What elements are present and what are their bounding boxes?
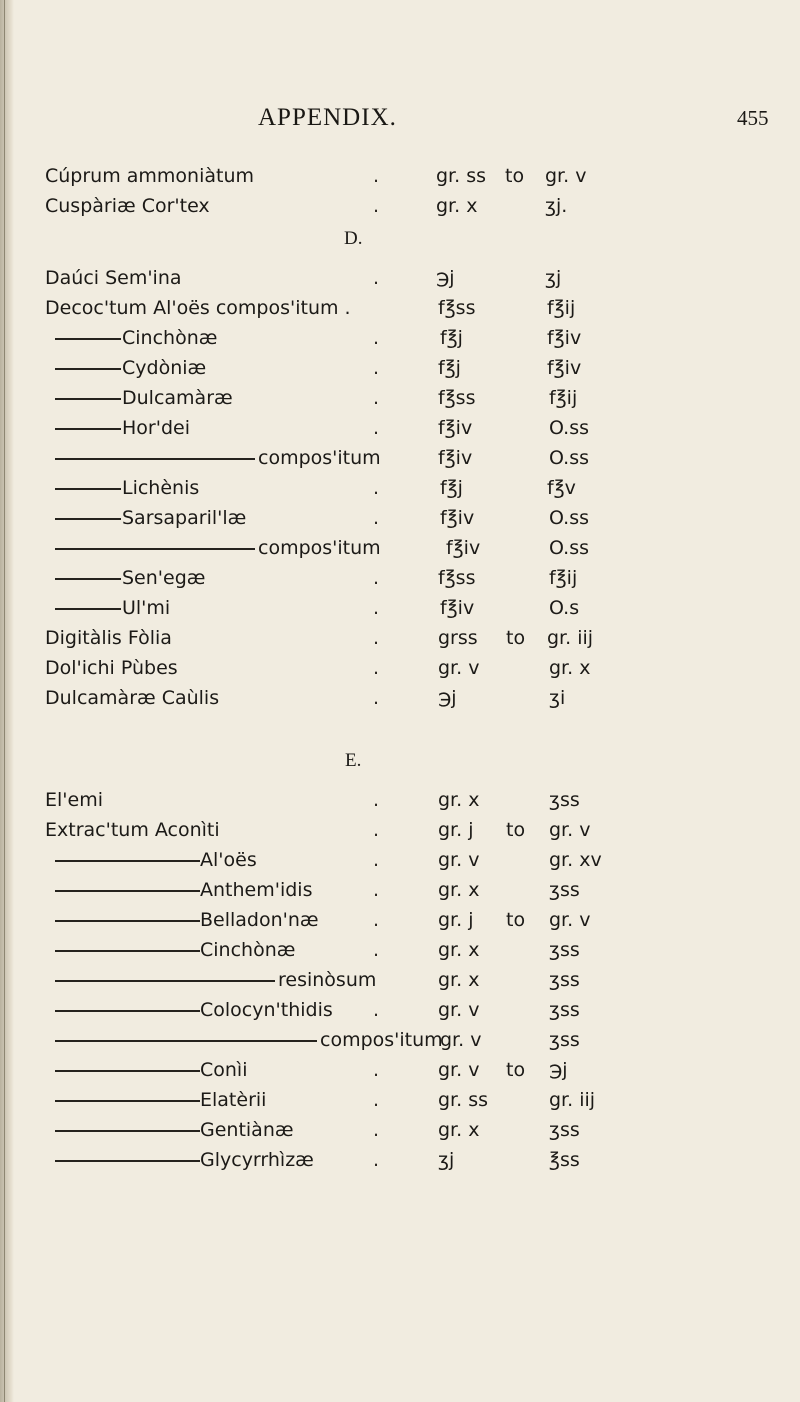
dose-max: ʒj. <box>545 195 568 217</box>
dose-min: gr. ss <box>438 1089 489 1111</box>
dose-row <box>0 293 800 323</box>
drug-name: Sen'egæ <box>122 567 206 589</box>
running-header: APPENDIX. <box>258 104 397 131</box>
dose-min: gr. x <box>438 969 480 991</box>
ditto-dash <box>55 1070 200 1072</box>
leader-dot: . <box>373 327 380 349</box>
ditto-dash <box>55 518 121 520</box>
drug-name: Dulcamàræ Caùlis <box>45 687 220 709</box>
leader-dot: . <box>373 999 380 1021</box>
drug-name: Cúprum ammoniàtum <box>45 165 255 187</box>
drug-name: Belladon'næ <box>200 909 319 931</box>
ditto-dash <box>55 398 121 400</box>
leader-dot: . <box>373 627 380 649</box>
drug-name: Elatèrii <box>200 1089 267 1111</box>
ditto-dash <box>55 1040 317 1042</box>
dose-max: ℈j <box>549 1059 568 1081</box>
drug-name: Cydòniæ <box>122 357 207 379</box>
drug-name: Anthem'idis <box>200 879 313 901</box>
ditto-dash <box>55 1160 200 1162</box>
ditto-dash <box>55 368 121 370</box>
leader-dot: . <box>373 387 380 409</box>
dose-max: ʒss <box>549 999 580 1021</box>
dose-row <box>0 473 800 503</box>
drug-name: Digitàlis Fòlia <box>45 627 172 649</box>
dose-max: ʒi <box>549 687 566 709</box>
dose-max: gr. v <box>549 909 591 931</box>
dose-row <box>0 683 800 713</box>
dose-row <box>0 845 800 875</box>
ditto-dash <box>55 1010 200 1012</box>
dose-min: gr. x <box>436 195 478 217</box>
dose-row <box>0 413 800 443</box>
drug-name: Cinchònæ <box>200 939 296 961</box>
dose-min: f℥iv <box>446 537 481 559</box>
dose-min: f℥iv <box>438 447 473 469</box>
dose-row <box>0 1025 800 1055</box>
drug-name: Cuspàriæ Cor'tex <box>45 195 210 217</box>
drug-name: Decoc'tum Al'oës compos'itum . <box>45 297 351 319</box>
dose-max: O.ss <box>549 417 590 439</box>
dose-max: ʒss <box>549 879 580 901</box>
dose-max: ʒj <box>545 267 562 289</box>
ditto-dash <box>55 338 121 340</box>
ditto-dash <box>55 980 275 982</box>
dose-row <box>0 1115 800 1145</box>
dose-max: ʒss <box>549 969 580 991</box>
drug-name: Sarsaparil'læ <box>122 507 247 529</box>
ditto-dash <box>55 1130 200 1132</box>
dose-to: to <box>506 819 526 841</box>
dose-max: f℥iv <box>547 327 582 349</box>
dose-min: grss <box>438 627 478 649</box>
dose-min: gr. j <box>438 909 474 931</box>
dose-max: ʒss <box>549 1029 580 1051</box>
dose-row <box>0 905 800 935</box>
dose-row <box>0 815 800 845</box>
drug-name: Glycyrrhìzæ <box>200 1149 314 1171</box>
dose-min: gr. j <box>438 819 474 841</box>
dose-max: f℥ij <box>547 297 576 319</box>
dose-min: gr. v <box>438 1059 480 1081</box>
ditto-dash <box>55 548 255 550</box>
drug-name: Dulcamàræ <box>122 387 233 409</box>
dose-to: to <box>505 165 525 187</box>
leader-dot: . <box>373 789 380 811</box>
leader-dot: . <box>373 567 380 589</box>
leader-dot: . <box>373 477 380 499</box>
drug-name: El'emi <box>45 789 103 811</box>
drug-name: Al'oës <box>200 849 257 871</box>
dose-max: ʒss <box>549 1119 580 1141</box>
dose-row <box>0 785 800 815</box>
ditto-dash <box>55 578 121 580</box>
drug-name: Hor'dei <box>122 417 190 439</box>
leader-dot: . <box>373 687 380 709</box>
dose-min: f℥iv <box>440 597 475 619</box>
dose-min: gr. x <box>438 939 480 961</box>
dose-max: gr. xv <box>549 849 602 871</box>
dose-max: f℥iv <box>547 357 582 379</box>
dose-row <box>0 533 800 563</box>
dose-min: ℈j <box>438 687 457 709</box>
dose-max: gr. iij <box>549 1089 596 1111</box>
dose-row <box>0 875 800 905</box>
dose-min: f℥iv <box>440 507 475 529</box>
dose-max: gr. iij <box>547 627 594 649</box>
dose-row <box>0 593 800 623</box>
leader-dot: . <box>373 267 380 289</box>
dose-row <box>0 503 800 533</box>
dose-min: gr. v <box>438 999 480 1021</box>
dose-row <box>0 965 800 995</box>
dose-max: ʒss <box>549 939 580 961</box>
leader-dot: . <box>373 1119 380 1141</box>
drug-name: Lichènis <box>122 477 200 499</box>
dose-max: gr. v <box>549 819 591 841</box>
ditto-dash <box>55 950 200 952</box>
leader-dot: . <box>373 1089 380 1111</box>
leader-dot: . <box>373 819 380 841</box>
dose-min: gr. v <box>438 849 480 871</box>
dose-row <box>0 353 800 383</box>
dose-max: O.ss <box>549 537 590 559</box>
ditto-dash <box>55 860 200 862</box>
dose-min: f℥ss <box>438 297 476 319</box>
dose-row <box>0 935 800 965</box>
dose-min: f℥ss <box>438 387 476 409</box>
dose-min: gr. v <box>440 1029 482 1051</box>
dose-row <box>0 161 800 191</box>
dose-to: to <box>506 627 526 649</box>
leader-dot: . <box>373 849 380 871</box>
dose-max: f℥ij <box>549 387 578 409</box>
drug-name: Extrac'tum Aconìti <box>45 819 220 841</box>
leader-dot: . <box>373 507 380 529</box>
dose-min: gr. x <box>438 789 480 811</box>
drug-name: Daúci Sem'ina <box>45 267 182 289</box>
page-number: 455 <box>737 106 769 130</box>
dose-to: to <box>506 909 526 931</box>
dose-row <box>0 443 800 473</box>
dose-max: f℥ij <box>549 567 578 589</box>
leader-dot: . <box>373 195 380 217</box>
leader-dot: . <box>373 879 380 901</box>
dose-max: ʒss <box>549 789 580 811</box>
dose-min: f℥j <box>438 357 461 379</box>
drug-name: Dol'ichi Pùbes <box>45 657 178 679</box>
dose-min: gr. v <box>438 657 480 679</box>
leader-dot: . <box>373 657 380 679</box>
dose-max: gr. x <box>549 657 591 679</box>
drug-name: Cinchònæ <box>122 327 218 349</box>
drug-name: compos'itum <box>258 537 381 559</box>
dose-max: O.s <box>549 597 580 619</box>
section-heading: D. <box>344 228 363 249</box>
dose-max: gr. v <box>545 165 587 187</box>
dose-min: gr. x <box>438 1119 480 1141</box>
dose-to: to <box>506 1059 526 1081</box>
dose-max: O.ss <box>549 507 590 529</box>
dose-row <box>0 323 800 353</box>
ditto-dash <box>55 1100 200 1102</box>
ditto-dash <box>55 488 121 490</box>
leader-dot: . <box>373 417 380 439</box>
leader-dot: . <box>373 1149 380 1171</box>
leader-dot: . <box>373 939 380 961</box>
leader-dot: . <box>373 357 380 379</box>
ditto-dash <box>55 428 121 430</box>
drug-name: Colocyn'thidis <box>200 999 333 1021</box>
drug-name: Conìi <box>200 1059 248 1081</box>
drug-name: compos'itum <box>258 447 381 469</box>
dose-min: ʒj <box>438 1149 455 1171</box>
drug-name: resinòsum <box>278 969 377 991</box>
dose-max: ℥ss <box>549 1149 580 1171</box>
drug-name: compos'itum <box>320 1029 443 1051</box>
ditto-dash <box>55 458 255 460</box>
leader-dot: . <box>373 909 380 931</box>
dose-row <box>0 995 800 1025</box>
dose-row <box>0 263 800 293</box>
dose-row <box>0 1055 800 1085</box>
dose-max: f℥v <box>547 477 576 499</box>
leader-dot: . <box>373 1059 380 1081</box>
dose-min: gr. x <box>438 879 480 901</box>
ditto-dash <box>55 890 200 892</box>
dose-row <box>0 653 800 683</box>
leader-dot: . <box>373 597 380 619</box>
dose-row <box>0 563 800 593</box>
dose-min: gr. ss <box>436 165 487 187</box>
leader-dot: . <box>373 165 380 187</box>
dose-row <box>0 191 800 221</box>
ditto-dash <box>55 920 200 922</box>
dose-row <box>0 383 800 413</box>
drug-name: Gentiànæ <box>200 1119 294 1141</box>
dose-max: O.ss <box>549 447 590 469</box>
dose-min: f℥ss <box>438 567 476 589</box>
dose-min: f℥j <box>440 327 463 349</box>
section-heading: E. <box>345 750 362 771</box>
dose-row <box>0 623 800 653</box>
drug-name: Ul'mi <box>122 597 171 619</box>
dose-min: f℥iv <box>438 417 473 439</box>
dose-min: f℥j <box>440 477 463 499</box>
dose-row <box>0 1085 800 1115</box>
dose-min: ℈j <box>436 267 455 289</box>
dose-row <box>0 1145 800 1175</box>
ditto-dash <box>55 608 121 610</box>
